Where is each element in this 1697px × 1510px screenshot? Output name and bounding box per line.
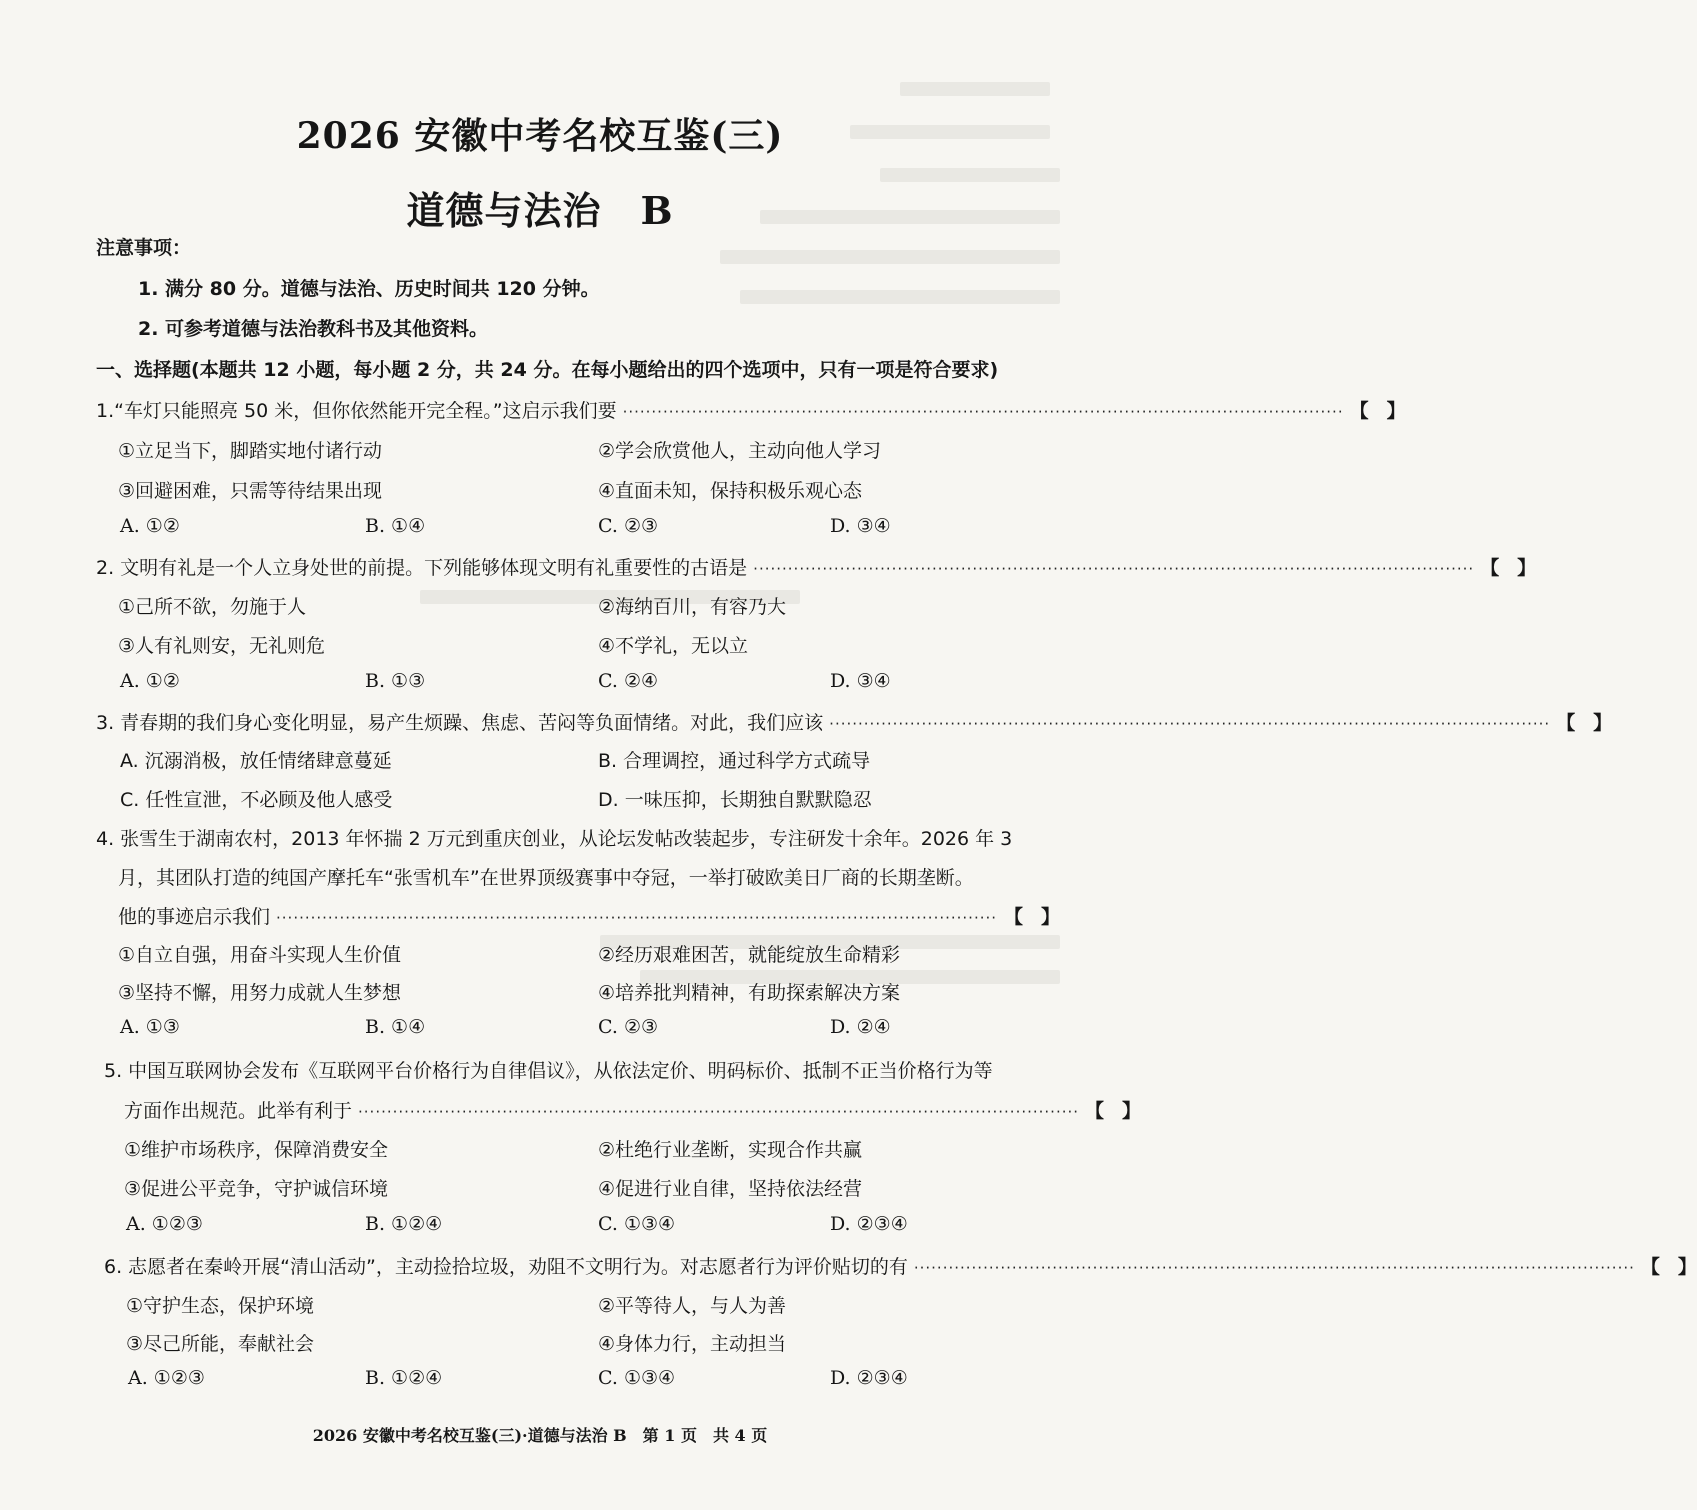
question-stem: 1.“车灯只能照亮 50 米，但你依然能开完全程。”这启示我们要 <box>96 400 617 422</box>
question-4-line-3 <box>118 902 1060 929</box>
subject-title: 道德与法治 B <box>406 188 674 233</box>
option: ②经历艰难困苦，就能绽放生命精彩 <box>598 944 901 966</box>
leader-dots: ····························································································································· <box>753 560 1475 578</box>
question-stem-line: 他的事迹启示我们 <box>118 906 271 928</box>
option: ①立足当下，脚踏实地付诸行动 <box>118 440 383 462</box>
question-5-line-2 <box>124 1096 1142 1123</box>
option: C. 任性宣泄，不必顾及他人感受 <box>120 789 393 811</box>
answer-choice: B. ①④ <box>365 515 426 537</box>
answer-choice: C. ①③④ <box>598 1213 676 1235</box>
answer-bracket: 【 】 <box>1004 906 1060 928</box>
answer-bracket: 【 】 <box>1640 1256 1697 1278</box>
answer-choice: D. ③④ <box>830 515 891 537</box>
question-stem: 6. 志愿者在秦岭开展“清山活动”，主动捡拾垃圾，劝阻不文明行为。对志愿者行为评价贴切的有 <box>104 1256 908 1278</box>
section-heading: 一、选择题(本题共 12 小题，每小题 2 分，共 24 分。在每小题给出的四个选项中，只有一项是符合要求) <box>96 359 999 381</box>
option: ③回避困难，只需等待结果出现 <box>118 480 383 502</box>
question-6 <box>104 1252 1697 1279</box>
option: D. 一味压抑，长期独自默默隐忍 <box>598 789 872 811</box>
answer-choice: A. ①②③ <box>126 1213 203 1235</box>
option: ③坚持不懈，用努力成就人生梦想 <box>118 982 402 1004</box>
option: ②杜绝行业垄断，实现合作共赢 <box>598 1139 863 1161</box>
question-2 <box>96 553 1537 580</box>
option: ②平等待人，与人为善 <box>598 1295 787 1317</box>
notice-heading: 注意事项： <box>96 237 192 259</box>
question-stem-line: 4. 张雪生于湖南农村，2013 年怀揣 2 万元到重庆创业，从论坛发帖改装起步，专注研发十余年。2026 年 3 <box>96 828 1013 850</box>
notice-item: 2. 可参考道德与法治教科书及其他资料。 <box>138 318 489 340</box>
answer-bracket: 【 】 <box>1085 1100 1142 1122</box>
exam-title: 2026 安徽中考名校互鉴(三) <box>296 115 784 157</box>
option: ①己所不欲，勿施于人 <box>118 596 307 618</box>
bleed-through <box>900 82 1050 96</box>
leader-dots: ····························································································································· <box>276 909 998 927</box>
option: ④身体力行，主动担当 <box>598 1333 787 1355</box>
bleed-through <box>720 250 1060 264</box>
answer-choice: C. ②③ <box>598 1016 659 1038</box>
answer-choice: D. ②④ <box>830 1016 891 1038</box>
answer-bracket: 【 】 <box>1556 712 1613 734</box>
answer-choice: B. ①③ <box>365 670 426 692</box>
question-stem: 2. 文明有礼是一个人立身处世的前提。下列能够体现文明有礼重要性的古语是 <box>96 557 748 579</box>
bleed-through <box>740 290 1060 304</box>
answer-choice: B. ①④ <box>365 1016 426 1038</box>
question-stem: 3. 青春期的我们身心变化明显，易产生烦躁、焦虑、苦闷等负面情绪。对此，我们应该 <box>96 712 824 734</box>
page-footer: 2026 安徽中考名校互鉴(三)·道德与法治 B 第 1 页 共 4 页 <box>312 1426 768 1445</box>
option: B. 合理调控，通过科学方式疏导 <box>598 750 871 772</box>
question-stem-line: 5. 中国互联网协会发布《互联网平台价格行为自律倡议》，从依法定价、明码标价、抵制不正当价格行为等 <box>104 1060 993 1082</box>
question-5 <box>104 1056 1060 1083</box>
answer-choice: A. ①② <box>120 515 180 537</box>
notice-item: 1. 满分 80 分。道德与法治、历史时间共 120 分钟。 <box>138 278 600 300</box>
option: ①守护生态，保护环境 <box>126 1295 315 1317</box>
option: ②海纳百川，有容乃大 <box>598 596 787 618</box>
option: ④直面未知，保持积极乐观心态 <box>598 480 863 502</box>
answer-choice: B. ①②④ <box>365 1367 443 1389</box>
leader-dots: ····························································································································· <box>622 403 1344 421</box>
answer-choice: A. ①② <box>120 670 180 692</box>
question-stem-line: 月，其团队打造的纯国产摩托车“张雪机车”在世界顶级赛事中夺冠，一举打破欧美日厂商的长期垄断。 <box>118 867 974 889</box>
answer-choice: C. ②④ <box>598 670 659 692</box>
answer-choice: A. ①②③ <box>128 1367 205 1389</box>
option: ④促进行业自律，坚持依法经营 <box>598 1178 863 1200</box>
answer-bracket: 【 】 <box>1349 400 1406 422</box>
leader-dots: ····························································································································· <box>358 1103 1080 1121</box>
answer-choice: C. ②③ <box>598 515 659 537</box>
option: ②学会欣赏他人，主动向他人学习 <box>598 440 882 462</box>
leader-dots: ····························································································································· <box>829 715 1551 733</box>
answer-choice: D. ③④ <box>830 670 891 692</box>
question-3 <box>96 708 1613 735</box>
question-1 <box>96 396 1406 423</box>
answer-choice: D. ②③④ <box>830 1367 908 1389</box>
option: ③尽己所能，奉献社会 <box>126 1333 315 1355</box>
question-4 <box>96 824 1060 851</box>
option: ①自立自强，用奋斗实现人生价值 <box>118 944 402 966</box>
answer-choice: A. ①③ <box>120 1016 180 1038</box>
answer-choice: B. ①②④ <box>365 1213 443 1235</box>
option: ④不学礼，无以立 <box>598 635 749 657</box>
answer-choice: D. ②③④ <box>830 1213 908 1235</box>
answer-choice: C. ①③④ <box>598 1367 676 1389</box>
answer-bracket: 【 】 <box>1480 557 1537 579</box>
question-4-line-2 <box>118 863 1060 890</box>
option: ①维护市场秩序，保障消费安全 <box>124 1139 389 1161</box>
leader-dots: ····························································································································· <box>913 1259 1635 1277</box>
option: ③人有礼则安，无礼则危 <box>118 635 326 657</box>
option: ③促进公平竞争，守护诚信环境 <box>124 1178 389 1200</box>
question-stem-line: 方面作出规范。此举有利于 <box>124 1100 353 1122</box>
option: A. 沉溺消极，放任情绪肆意蔓延 <box>120 750 392 772</box>
option: ④培养批判精神，有助探索解决方案 <box>598 982 901 1004</box>
